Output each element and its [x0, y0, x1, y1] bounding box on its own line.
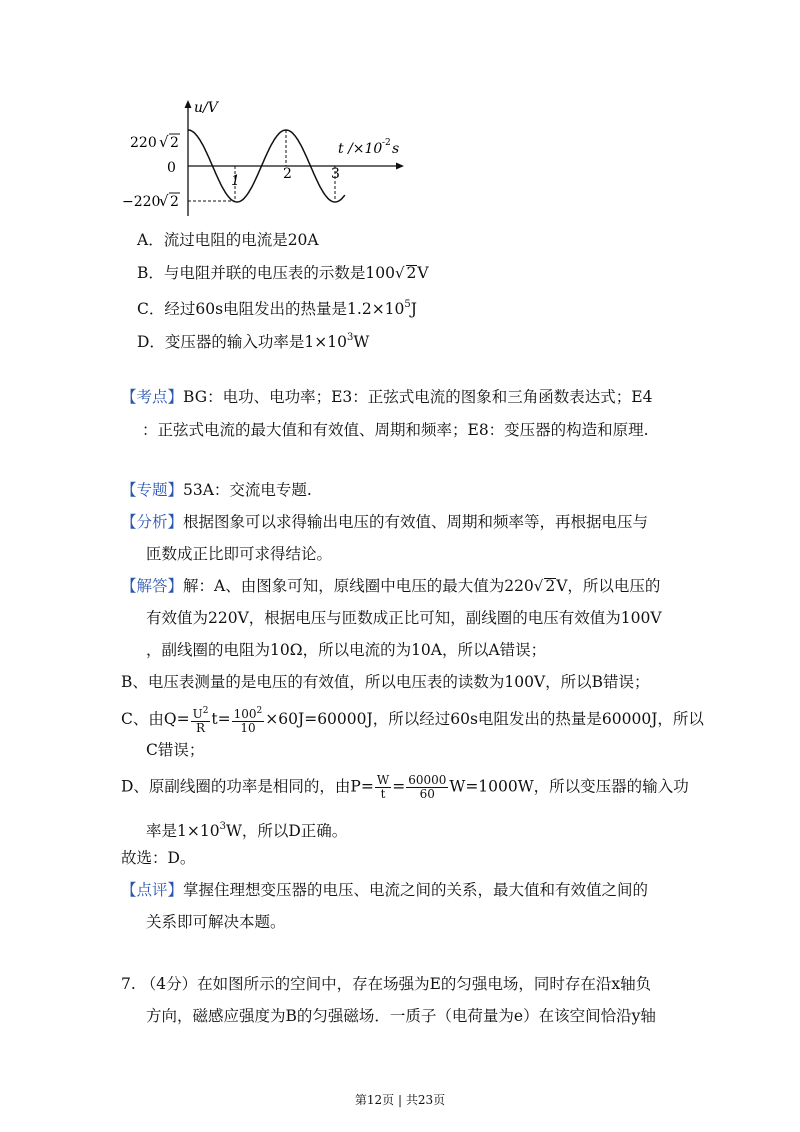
svg-text:2: 2: [170, 135, 179, 151]
jieda-line-6: C错误；: [146, 741, 205, 759]
zhuanti-line: 【专题】53A：交流电专题.: [121, 481, 312, 499]
trough-label: −220: [122, 194, 161, 210]
x-axis-label: t /×10: [338, 141, 383, 157]
svg-text:2: 2: [170, 194, 179, 210]
jieda-line-1: 【解答】解：A、由图象可知，原线圈中电压的最大值为220√ 2V，所以电压的: [121, 577, 661, 595]
jieda-line-2: 有效值为220V，根据电压与匝数成正比可知，副线圈的电压有效值为100V: [146, 609, 662, 627]
voltage-time-graph: [118, 96, 418, 222]
dianping-line-1: 【点评】掌握住理想变压器的电压、电流之间的关系，最大值和有效值之间的: [121, 881, 649, 899]
fenxi-tag: 【分析】: [121, 513, 184, 531]
page-footer: 第12页 | 共23页: [354, 1093, 446, 1107]
jieda-tag: 【解答】: [121, 577, 184, 595]
option-c: C．经过60s电阻发出的热量是$1.2\times 10^5J$: [137, 299, 417, 318]
question-7-line-1: 7. （4分）在如图所示的空间中，存在场强为E的匀强电场，同时存在沿x轴负: [121, 975, 652, 993]
fraction-u2-over-r: $\frac{U^2}{R}$: [192, 706, 209, 735]
jieda-line-4: B、电压表测量的是电压的有效值，所以电压表的读数为100V，所以B错误；: [121, 673, 650, 691]
zero-label: 0: [167, 160, 176, 176]
fenxi-line-1: 【分析】根据图象可以求得输出电压的有效值、周期和频率等，再根据电压与: [121, 513, 649, 531]
option-b: B．与电阻并联的电压表的示数是100√ 2V: [137, 264, 429, 282]
svg-text:√: √: [159, 192, 169, 210]
dianping-tag: 【点评】: [121, 881, 184, 899]
peak-label: 220: [130, 135, 157, 151]
jieda-line-3: ，副线圈的电阻为10Ω，所以电流的为10A，所以A错误；: [146, 641, 547, 659]
jieda-conclusion: 故选：D。: [121, 849, 196, 867]
tick-2: 2: [283, 166, 292, 182]
svg-text:-2: -2: [382, 138, 391, 148]
fraction-w-over-t: $\frac{W}{t}$: [376, 773, 390, 801]
jieda-line-7: D、原副线圈的功率是相同的，由P= $\frac{W}{t}$ = $\frac{60000}{60}$ W=1000W，所以变压器的输入功: [121, 773, 689, 801]
option-a: A．流过电阻的电流是20A: [137, 231, 319, 249]
kaodian-tag: 【考点】: [121, 388, 184, 406]
fraction-1002-over-10: $\frac{100^2}{10}$: [233, 706, 263, 735]
fenxi-line-2: 匝数成正比即可求得结论。: [146, 545, 333, 563]
dianping-line-2: 关系即可解决本题。: [146, 913, 286, 931]
jieda-line-5: C、由Q= $\frac{U^2}{R}$ t= $\frac{100^2}{10}$ ×60J=60000J，所以经过60s电阻发出的热量是60000J，所以: [121, 706, 704, 735]
kaodian-line-2: ：正弦式电流的最大值和有效值、周期和频率；E8：变压器的构造和原理.: [142, 421, 649, 439]
option-d: D．变压器的输入功率是$1\times 10^3W$: [137, 332, 370, 351]
question-7-line-2: 方向，磁感应强度为B的匀强磁场．一质子（电荷量为e）在该空间恰沿y轴: [146, 1007, 656, 1025]
jieda-line-8: 率是$1\times 10^3W$，所以D正确。: [146, 821, 348, 840]
svg-text:s: s: [392, 141, 400, 157]
tick-3: 3: [331, 166, 340, 182]
tick-1: 1: [231, 173, 240, 189]
zhuanti-tag: 【专题】: [121, 481, 184, 499]
fraction-60000-over-60: $\frac{60000}{60}$: [408, 773, 447, 801]
kaodian-line-1: 【考点】BG：电功、电功率；E3：正弦式电流的图象和三角函数表达式；E4: [121, 388, 653, 406]
svg-text:√: √: [159, 133, 169, 151]
y-axis-label: u/V: [194, 100, 218, 116]
